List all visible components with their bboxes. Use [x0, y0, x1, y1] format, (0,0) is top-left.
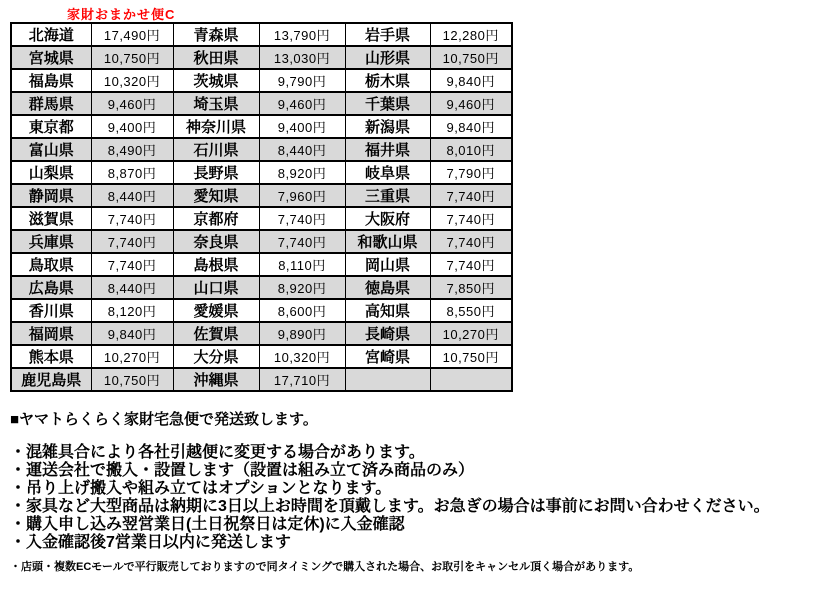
prefecture-cell: 宮崎県 [345, 345, 430, 368]
price-cell: 7,740円 [91, 207, 173, 230]
note-item: ・入金確認後7営業日以内に発送します [10, 534, 291, 551]
note-item: ・家具など大型商品は納期に3日以上お時間を頂戴します。お急ぎの場合は事前にお問い合わせください。 [10, 498, 770, 515]
price-cell: 7,740円 [91, 230, 173, 253]
price-cell: 10,750円 [91, 46, 173, 69]
price-cell: 17,490円 [91, 23, 173, 46]
price-cell: 7,740円 [430, 184, 512, 207]
note-item: ・混雑具合により各社引越便に変更する場合があります。 [10, 444, 425, 461]
price-cell: 8,120円 [91, 299, 173, 322]
price-cell: 9,460円 [259, 92, 345, 115]
price-cell: 10,270円 [91, 345, 173, 368]
price-cell: 13,030円 [259, 46, 345, 69]
table-row [11, 46, 512, 69]
prefecture-cell: 山梨県 [11, 161, 91, 184]
table-row [11, 253, 512, 276]
prefecture-cell: 静岡県 [11, 184, 91, 207]
table-row [11, 322, 512, 345]
price-cell [430, 368, 512, 391]
prefecture-cell: 新潟県 [345, 115, 430, 138]
price-cell: 9,460円 [91, 92, 173, 115]
price-cell: 7,740円 [259, 207, 345, 230]
table-row [11, 230, 512, 253]
notes-section [10, 408, 816, 574]
table-row [11, 299, 512, 322]
note-item: ・吊り上げ搬入や組み立てはオプションとなります。 [10, 480, 392, 497]
price-cell: 7,740円 [430, 230, 512, 253]
price-cell: 7,790円 [430, 161, 512, 184]
prefecture-cell: 岩手県 [345, 23, 430, 46]
prefecture-cell: 石川県 [173, 138, 259, 161]
prefecture-cell: 香川県 [11, 299, 91, 322]
table-row [11, 368, 512, 391]
prefecture-cell: 和歌山県 [345, 230, 430, 253]
note-item: ・購入申し込み翌営業日(土日祝祭日は定休)に入金確認 [10, 516, 405, 533]
table-row [11, 276, 512, 299]
price-cell: 9,840円 [91, 322, 173, 345]
prefecture-cell: 広島県 [11, 276, 91, 299]
prefecture-cell: 島根県 [173, 253, 259, 276]
price-cell: 7,740円 [430, 207, 512, 230]
shipping-fee-table-body [11, 23, 512, 391]
price-cell: 8,490円 [91, 138, 173, 161]
prefecture-cell: 岡山県 [345, 253, 430, 276]
prefecture-cell: 富山県 [11, 138, 91, 161]
price-cell: 7,740円 [430, 253, 512, 276]
prefecture-cell: 茨城県 [173, 69, 259, 92]
price-cell: 9,840円 [430, 115, 512, 138]
price-cell: 8,440円 [259, 138, 345, 161]
table-row [11, 184, 512, 207]
table-title: 家財おまかせ便C [67, 7, 176, 22]
table-row [11, 138, 512, 161]
table-row [11, 207, 512, 230]
price-cell: 10,320円 [259, 345, 345, 368]
price-cell: 8,440円 [91, 276, 173, 299]
price-cell: 9,400円 [259, 115, 345, 138]
price-cell: 9,790円 [259, 69, 345, 92]
prefecture-cell: 長野県 [173, 161, 259, 184]
prefecture-cell: 大阪府 [345, 207, 430, 230]
prefecture-cell: 東京都 [11, 115, 91, 138]
price-cell: 13,790円 [259, 23, 345, 46]
price-cell: 9,460円 [430, 92, 512, 115]
price-cell: 7,960円 [259, 184, 345, 207]
prefecture-cell: 群馬県 [11, 92, 91, 115]
prefecture-cell: 鳥取県 [11, 253, 91, 276]
prefecture-cell: 高知県 [345, 299, 430, 322]
prefecture-cell: 北海道 [11, 23, 91, 46]
price-cell: 8,110円 [259, 253, 345, 276]
table-row [11, 345, 512, 368]
note-item: ・運送会社で搬入・設置します（設置は組み立て済み商品のみ） [10, 462, 475, 479]
table-row [11, 161, 512, 184]
price-cell: 8,920円 [259, 161, 345, 184]
notes-heading: ■ヤマトらくらく家財宅急便で発送致します。 [10, 411, 318, 428]
prefecture-cell: 愛知県 [173, 184, 259, 207]
prefecture-cell: 福島県 [11, 69, 91, 92]
price-cell: 9,840円 [430, 69, 512, 92]
small-note: ・店頭・複数ECモールで平行販売しておりますので同タイミングで購入された場合、お取引をキャンセル頂く場合があります。 [10, 561, 640, 573]
price-cell: 7,850円 [430, 276, 512, 299]
price-cell: 7,740円 [259, 230, 345, 253]
price-cell: 8,920円 [259, 276, 345, 299]
table-row [11, 69, 512, 92]
price-cell: 7,740円 [91, 253, 173, 276]
prefecture-cell: 栃木県 [345, 69, 430, 92]
prefecture-cell: 滋賀県 [11, 207, 91, 230]
price-cell: 8,550円 [430, 299, 512, 322]
prefecture-cell: 兵庫県 [11, 230, 91, 253]
prefecture-cell: 京都府 [173, 207, 259, 230]
price-cell: 10,750円 [430, 46, 512, 69]
prefecture-cell: 長崎県 [345, 322, 430, 345]
prefecture-cell: 大分県 [173, 345, 259, 368]
prefecture-cell: 神奈川県 [173, 115, 259, 138]
table-row [11, 92, 512, 115]
price-cell: 17,710円 [259, 368, 345, 391]
price-cell: 10,320円 [91, 69, 173, 92]
prefecture-cell: 佐賀県 [173, 322, 259, 345]
price-cell: 8,600円 [259, 299, 345, 322]
prefecture-cell: 沖縄県 [173, 368, 259, 391]
prefecture-cell: 熊本県 [11, 345, 91, 368]
price-cell: 12,280円 [430, 23, 512, 46]
prefecture-cell: 青森県 [173, 23, 259, 46]
prefecture-cell: 岐阜県 [345, 161, 430, 184]
prefecture-cell: 埼玉県 [173, 92, 259, 115]
table-row [11, 23, 512, 46]
prefecture-cell: 三重県 [345, 184, 430, 207]
prefecture-cell: 山口県 [173, 276, 259, 299]
price-cell: 10,750円 [430, 345, 512, 368]
price-cell: 10,270円 [430, 322, 512, 345]
prefecture-cell: 奈良県 [173, 230, 259, 253]
prefecture-cell: 宮城県 [11, 46, 91, 69]
price-cell: 9,890円 [259, 322, 345, 345]
prefecture-cell: 鹿児島県 [11, 368, 91, 391]
prefecture-cell: 愛媛県 [173, 299, 259, 322]
prefecture-cell: 千葉県 [345, 92, 430, 115]
prefecture-cell: 徳島県 [345, 276, 430, 299]
table-row [11, 115, 512, 138]
price-cell: 9,400円 [91, 115, 173, 138]
price-cell: 10,750円 [91, 368, 173, 391]
price-cell: 8,010円 [430, 138, 512, 161]
prefecture-cell: 福井県 [345, 138, 430, 161]
price-cell: 8,440円 [91, 184, 173, 207]
prefecture-cell: 山形県 [345, 46, 430, 69]
prefecture-cell [345, 368, 430, 391]
price-cell: 8,870円 [91, 161, 173, 184]
shipping-fee-table [10, 22, 513, 392]
prefecture-cell: 福岡県 [11, 322, 91, 345]
notes-list [10, 444, 816, 552]
prefecture-cell: 秋田県 [173, 46, 259, 69]
